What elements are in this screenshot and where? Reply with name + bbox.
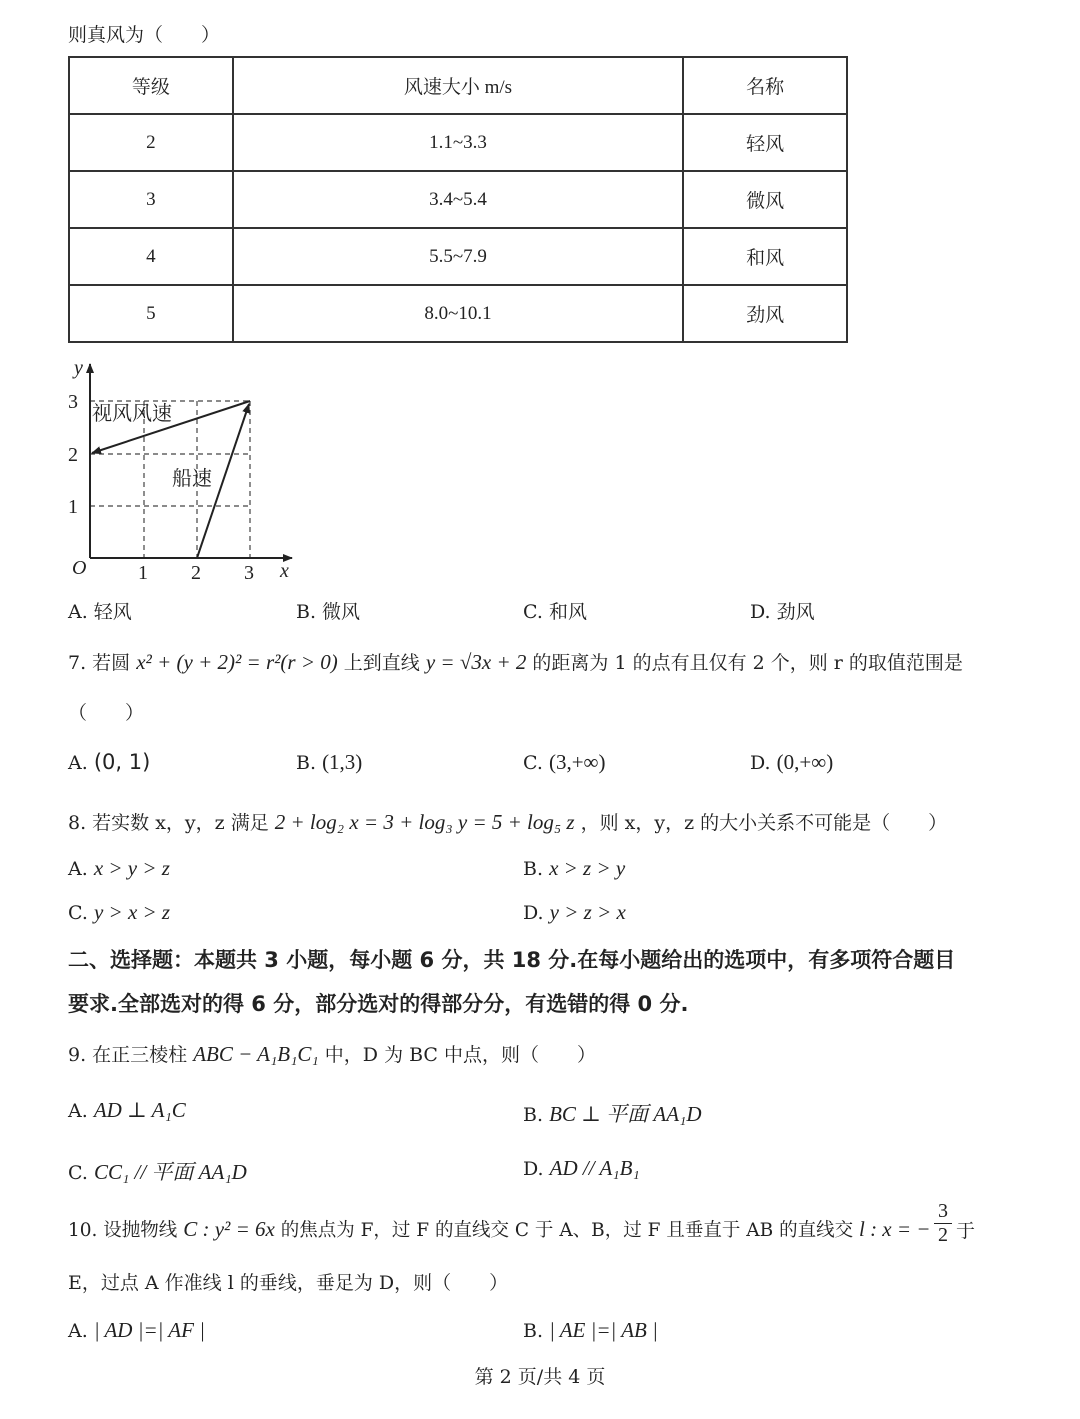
table-row [69, 285, 847, 342]
table-header-row [69, 57, 847, 114]
q10-stem-pre: 10. 设抛物线 [68, 1220, 178, 1241]
q8-stem [68, 808, 947, 835]
q9-prism: ABC − A₁B₁C₁ [193, 1042, 319, 1066]
q7-stem-post: 的距离为 1 的点有且仅有 2 个，则 r 的取值范围是 [532, 652, 963, 674]
y-tick-label: 2 [68, 444, 78, 466]
q7-option-b[interactable] [296, 750, 362, 775]
ship-speed-label: 船速 [172, 466, 212, 490]
origin-label: O [72, 557, 87, 579]
x-tick-label: 2 [191, 562, 201, 584]
y-tick-label: 3 [68, 391, 78, 413]
table-row [69, 171, 847, 228]
q10-directrix: l : x = − [858, 1217, 931, 1241]
q8-stem-post: ，则 x，y，z 的大小关系不可能是（ ） [580, 812, 948, 834]
q7-option-a[interactable] [68, 750, 150, 774]
option-label: D. [523, 902, 544, 924]
option-label: A. [68, 1320, 88, 1342]
option-label: B. [523, 1320, 544, 1342]
y-axis-label: y [74, 357, 83, 379]
q8-stem-pre: 8. 若实数 x，y，z 满足 [68, 812, 269, 834]
option-value: | AE |=| AB | [549, 1318, 658, 1342]
option-value: (1,3) [322, 750, 363, 774]
option-label: B. [523, 858, 544, 880]
q10-option-a[interactable] [68, 1318, 205, 1343]
option-value: x > y > z [93, 856, 170, 880]
q8-option-c[interactable] [68, 900, 170, 925]
q6-option-b[interactable]: B. 微风 [296, 601, 361, 623]
q9-option-d[interactable] [523, 1156, 640, 1181]
table-cell: 和风 [683, 228, 847, 285]
table-cell: 3 [69, 171, 233, 228]
q9-option-b[interactable] [523, 1098, 702, 1128]
x-tick-label: 3 [244, 562, 254, 584]
q9-stem-post: 中，D 为 BC 中点，则（ ） [324, 1044, 597, 1066]
option-label: A. [68, 752, 88, 774]
q6-option-d[interactable]: D. 劲风 [750, 601, 815, 623]
q9-option-c[interactable] [68, 1156, 247, 1186]
q8-equation: 2 + log₂ x = 3 + log₃ y = 5 + log₅ z [274, 810, 575, 834]
table-cell: 1.1~3.3 [233, 114, 684, 171]
option-value: | AD |=| AF | [93, 1318, 205, 1342]
x-axis-label: x [280, 560, 289, 582]
option-label: C. [68, 1162, 88, 1184]
option-label: D. [750, 752, 771, 774]
table-cell: 8.0~10.1 [233, 285, 684, 342]
q8-option-a[interactable] [68, 856, 170, 881]
section-2-heading-line-2: 要求.全部选对的得 6 分，部分选对的得部分分，有选错的得 0 分. [68, 992, 689, 1016]
q9-stem [68, 1040, 596, 1067]
q6-option-c[interactable]: C. 和风 [523, 601, 587, 623]
fraction-denominator: 2 [938, 1224, 948, 1246]
option-value: x > z > y [549, 856, 626, 880]
wind-level-table [68, 56, 848, 343]
q7-stem-mid: 上到直线 [343, 652, 420, 674]
q7-stem [68, 648, 963, 675]
q9-stem-pre: 9. 在正三棱柱 [68, 1044, 188, 1066]
option-value: (0,+∞) [776, 750, 834, 774]
option-label: C. [523, 752, 543, 774]
option-label: A. [68, 858, 88, 880]
header-cell-name: 名称 [683, 57, 847, 114]
q10-fraction [934, 1200, 952, 1247]
option-value: y > z > x [549, 900, 626, 924]
table-cell: 2 [69, 114, 233, 171]
header-cell-speed: 风速大小 m/s [233, 57, 684, 114]
table-row [69, 228, 847, 285]
table-cell: 3.4~5.4 [233, 171, 684, 228]
question-intro: 则真风为（ ） [68, 24, 221, 46]
option-value: CC₁ // 平面 AA₁D [93, 1160, 247, 1184]
option-value: (0, 1) [93, 750, 151, 774]
q7-paren: （ ） [68, 702, 145, 724]
option-label: D. [523, 1158, 544, 1180]
x-tick-label: 1 [138, 562, 148, 584]
table-cell: 5.5~7.9 [233, 228, 684, 285]
section-2-heading-line-1: 二、选择题：本题共 3 小题，每小题 6 分，共 18 分.在每小题给出的选项中，有多项符合题目 [68, 948, 956, 972]
apparent-wind-label: 视风风速 [92, 401, 172, 425]
q8-option-d[interactable] [523, 900, 626, 925]
q8-option-b[interactable] [523, 856, 625, 881]
y-tick-label: 1 [68, 496, 78, 518]
table-cell: 轻风 [683, 114, 847, 171]
q10-parabola: C : y² = 6x [183, 1217, 275, 1241]
table-cell: 微风 [683, 171, 847, 228]
option-value: BC ⊥ 平面 AA₁D [549, 1102, 702, 1126]
q7-line-equation: y = √3x + 2 [425, 650, 527, 674]
page-footer: 第 2 页/共 4 页 [474, 1366, 606, 1388]
vector-diagram [60, 352, 310, 587]
q7-stem-pre: 7. 若圆 [68, 652, 131, 674]
q7-option-c[interactable] [523, 750, 606, 775]
fraction-numerator: 3 [938, 1200, 948, 1222]
option-label: B. [523, 1104, 544, 1126]
table-cell: 5 [69, 285, 233, 342]
q7-circle-equation: x² + (y + 2)² = r²(r > 0) [136, 650, 338, 674]
q10-stem-line-2: E，过点 A 作准线 l 的垂线，垂足为 D，则（ ） [68, 1272, 509, 1294]
table-cell: 劲风 [683, 285, 847, 342]
q10-stem-mid: 的焦点为 F，过 F 的直线交 C 于 A、B，过 F 且垂直于 AB 的直线交 [280, 1220, 854, 1241]
q10-stem [68, 1216, 930, 1242]
option-label: B. [296, 752, 317, 774]
option-value: AD ⊥ A₁C [93, 1098, 186, 1122]
q9-option-a[interactable] [68, 1098, 186, 1123]
table-row [69, 114, 847, 171]
q10-option-b[interactable] [523, 1318, 658, 1343]
q6-option-a[interactable]: A. 轻风 [68, 601, 132, 623]
option-value: AD // A₁B₁ [549, 1156, 640, 1180]
q10-stem-end: 于 [956, 1220, 976, 1242]
header-cell-level: 等级 [69, 57, 233, 114]
option-label: C. [68, 902, 88, 924]
option-value: y > x > z [93, 900, 171, 924]
table-cell: 4 [69, 228, 233, 285]
option-value: (3,+∞) [548, 750, 606, 774]
option-label: A. [68, 1100, 88, 1122]
q7-option-d[interactable] [750, 750, 833, 775]
